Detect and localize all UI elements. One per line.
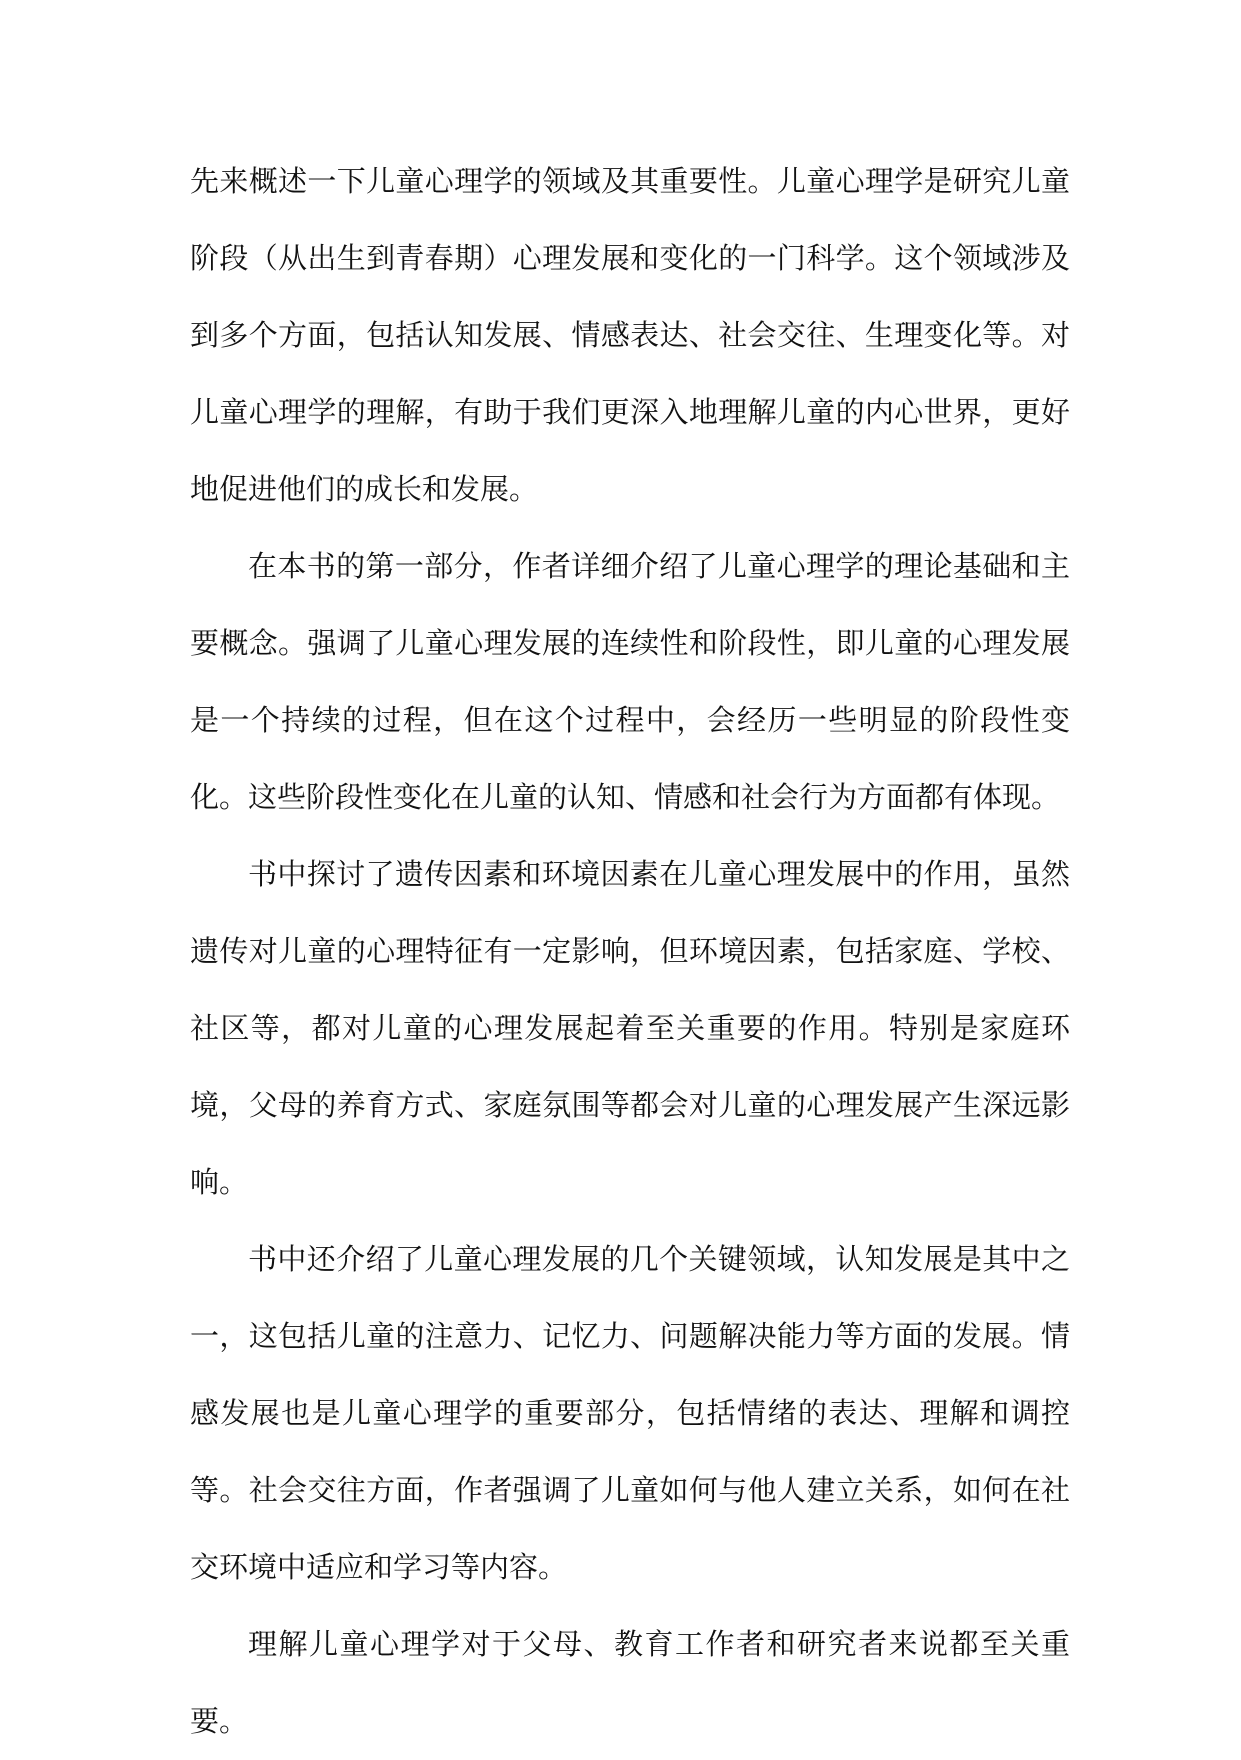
document-body [190, 143, 1070, 1760]
paragraph-5: 理解儿童心理学对于父母、教育工作者和研究者来说都至关重要。 [190, 1627, 1070, 1738]
paragraph-3: 书中探讨了遗传因素和环境因素在儿童心理发展中的作用，虽然遗传对儿童的心理特征有一定影响，但环境因素，包括家庭、学校、社区等，都对儿童的心理发展起着至关重要的作用。特别是家庭环境，父母的养育方式、家庭氛围等都会对儿童的心理发展产生深远影响。 [190, 857, 1070, 1199]
paragraph-1: 先来概述一下儿童心理学的领域及其重要性。儿童心理学是研究儿童阶段（从出生到青春期）心理发展和变化的一门科学。这个领域涉及到多个方面，包括认知发展、情感表达、社会交往、生理变化等。对儿童心理学的理解，有助于我们更深入地理解儿童的内心世界，更好地促进他们的成长和发展。 [190, 164, 1070, 506]
paragraph-4: 书中还介绍了儿童心理发展的几个关键领域，认知发展是其中之一，这包括儿童的注意力、记忆力、问题解决能力等方面的发展。情感发展也是儿童心理学的重要部分，包括情绪的表达、理解和调控等。社会交往方面，作者强调了儿童如何与他人建立关系，如何在社交环境中适应和学习等内容。 [190, 1242, 1070, 1584]
paragraph-2: 在本书的第一部分，作者详细介绍了儿童心理学的理论基础和主要概念。强调了儿童心理发展的连续性和阶段性，即儿童的心理发展是一个持续的过程，但在这个过程中，会经历一些明显的阶段性变化。这些阶段性变化在儿童的认知、情感和社会行为方面都有体现。 [190, 549, 1070, 814]
